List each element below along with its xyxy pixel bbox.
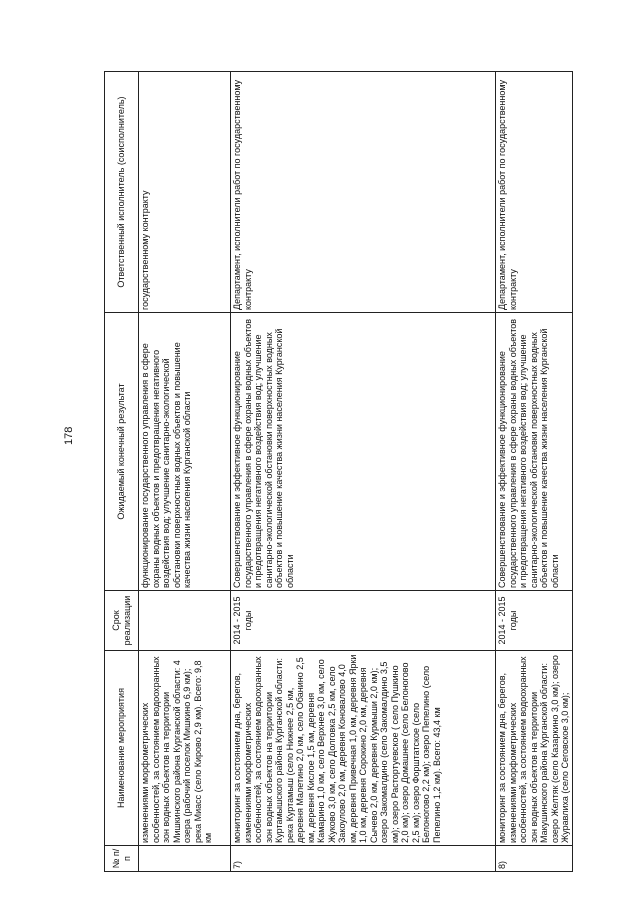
row-num (139, 846, 231, 872)
rotated-page-content (104, 72, 571, 872)
row-term: 2014 - 2015 годы (496, 591, 573, 651)
header-result: Ожидаемый конечный результат (105, 313, 139, 591)
header-executor: Ответственный исполнитель (соисполнитель) (105, 72, 139, 313)
row-num: 7) (231, 846, 496, 872)
page-number: 178 (63, 426, 75, 445)
row-executor: Департамент, исполнители работ по государственному контракту (496, 72, 573, 313)
header-num: № п/п (105, 846, 139, 872)
row-event: мониторинг за состоянием дна, берегов, изменениями морфометрических особенностей, за состоянием водоохранных зон водных объектов на территории Макушинского района Курганской области: озеро Желтяк (село Казаркино 3,0 км); озеро Журавлиха (село Сеговское 3,0 км); (496, 651, 573, 846)
table-row (496, 72, 573, 872)
row-term: 2014 - 2015 годы (231, 591, 496, 651)
header-term: Срок реализации (105, 591, 139, 651)
row-executor: государственному контракту (139, 72, 231, 313)
row-result: Совершенствование и эффективное функционирование государственного управления в сфере охраны водных объектов и предотвращения негативного воздействия вод; улучшение санитарно-экологической обстановки поверхностных водных объектов и повышение качества жизни населения Курганской области (496, 313, 573, 591)
row-term (139, 591, 231, 651)
table-row (139, 72, 231, 872)
measures-table (104, 71, 573, 872)
row-event: мониторинг за состоянием дна, берегов, изменениями морфометрических особенностей, за состоянием водоохранных зон водных объектов на территории Куртамышского района Курганской области: река Куртамыш (село Нижнее 2,5 км, деревня Малетино 2,0 км, село Обанино 2,5 км, деревня Кислое 1,5 км, деревня Камарино 1,0 км, село Верхнее 3,0 км, село Жуково 3,0 км, село Долговка 2,5 км, село Закоулово 2,0 км, деревня Коновалово 4,0 км, деревня Привечная 1,0 км, деревня Ярки 1,0 км, деревня Сорокино 2,0 км, деревня Сычево 2,0 км, деревня Курмыши 2,0 км); озеро Закомалдино (село Закомалдино 3,5 км); озеро Растортуевское ( село Пушкино 2,0 км); озеро Домашнее (село Белоногово 2,5 км); озеро Форштатское (село Белоногово 2,2 км); озеро Пепелино (село Пепелино 1,2 км). Всего: 43,4 км (231, 651, 496, 846)
row-result: Совершенствование и эффективное функционирование государственного управления в сфере охраны водных объектов и предотвращения негативного воздействия вод; улучшение санитарно-экологической обстановки поверхностных водных объектов и повышение качества жизни населения Курганской области (231, 313, 496, 591)
row-event: изменениями морфометрических особенностей, за состоянием водоохранных зон водных объектов на территории Мишкинского района Курганской области: 4 озера (рабочий поселок Мишкино 6,9 км); река Миасс (село Кирово 2,9 км). Всего: 9,8 км (139, 651, 231, 846)
row-executor: Департамент, исполнители работ по государственному контракту (231, 72, 496, 313)
header-event: Наименование мероприятия (105, 651, 139, 846)
table-header-row (105, 72, 139, 872)
row-num: 8) (496, 846, 573, 872)
row-result: функционирование государственного управления в сфере охраны водных объектов и предотвращения негативного воздействия вод; улучшение санитарно-экологической обстановки поверхностных водных объектов и повышение качества жизни населения Курганской области (139, 313, 231, 591)
table-row (231, 72, 496, 872)
